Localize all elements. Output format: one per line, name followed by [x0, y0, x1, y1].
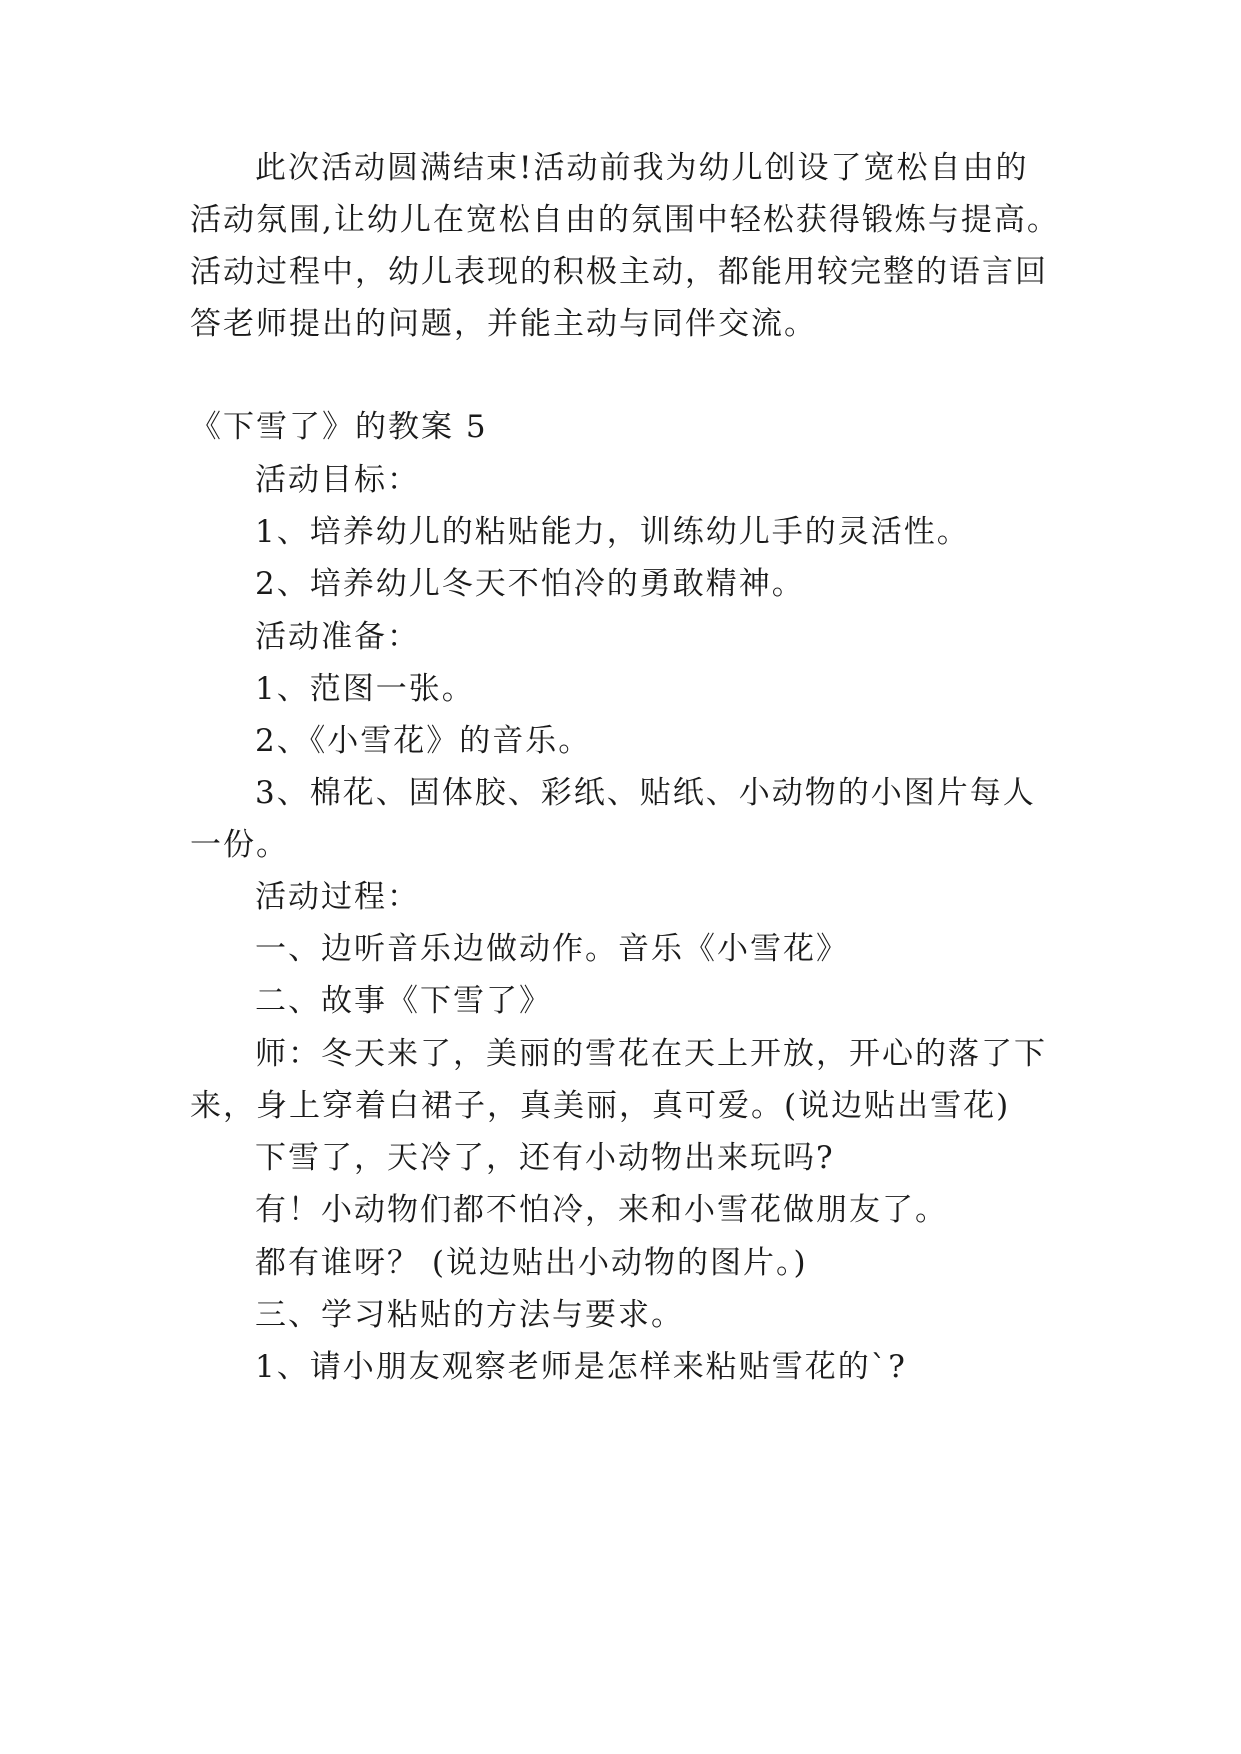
body-line-process-heading: 活动过程：	[255, 879, 420, 915]
section-title: 《下雪了》的教案 5	[190, 409, 488, 445]
intro-line-3: 活动过程中，幼儿表现的积极主动，都能用较完整的语言回	[190, 254, 1048, 290]
body-line-step-3-1: 1、请小朋友观察老师是怎样来粘贴雪花的`?	[255, 1349, 907, 1385]
body-line-goal-1: 1、培养幼儿的粘贴能力，训练幼儿手的灵活性。	[255, 514, 970, 550]
body-line-prep-2: 2、《小雪花》的音乐。	[255, 723, 592, 759]
body-line-prep-heading: 活动准备：	[255, 619, 420, 655]
body-line-goals-heading: 活动目标：	[255, 462, 420, 498]
intro-line-4: 答老师提出的问题，并能主动与同伴交流。	[190, 306, 817, 342]
body-line-story-5: 都有谁呀？ (说边贴出小动物的图片。)	[255, 1245, 808, 1281]
intro-line-2: 活动氛围,让幼儿在宽松自由的氛围中轻松获得锻炼与提高。	[190, 202, 1060, 238]
body-line-goal-2: 2、培养幼儿冬天不怕冷的勇敢精神。	[255, 566, 805, 602]
body-line-story-3: 下雪了，天冷了，还有小动物出来玩吗?	[255, 1140, 835, 1176]
body-line-prep-3: 3、棉花、固体胶、彩纸、贴纸、小动物的小图片每人	[255, 775, 1036, 811]
body-line-step-2: 二、故事《下雪了》	[255, 983, 552, 1019]
body-line-story-4: 有！小动物们都不怕冷，来和小雪花做朋友了。	[255, 1192, 948, 1228]
body-line-prep-1: 1、范图一张。	[255, 671, 475, 707]
body-line-step-1: 一、边听音乐边做动作。音乐《小雪花》	[255, 931, 849, 967]
body-line-story-2: 来，身上穿着白裙子，真美丽，真可爱。(说边贴出雪花)	[190, 1088, 1011, 1124]
intro-line-1: 此次活动圆满结束!活动前我为幼儿创设了宽松自由的	[255, 150, 1029, 186]
body-line-step-3: 三、学习粘贴的方法与要求。	[255, 1297, 684, 1333]
body-line-story-1: 师：冬天来了，美丽的雪花在天上开放，开心的落了下	[255, 1036, 1047, 1072]
body-line-prep-3-cont: 一份。	[190, 827, 289, 863]
